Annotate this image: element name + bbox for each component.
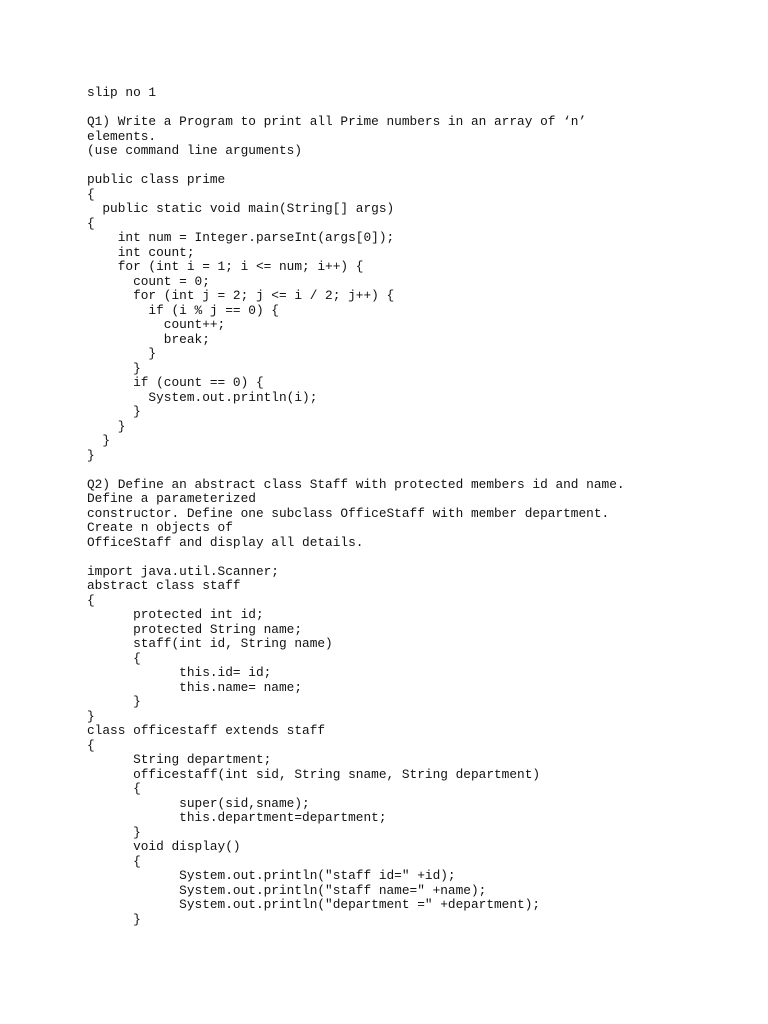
document-line: } [87, 360, 141, 376]
document-line [87, 550, 625, 565]
document-line: this.id= id; [87, 665, 272, 680]
document-line: this.name= name; [87, 679, 303, 695]
document-line: { [87, 781, 141, 796]
document-line: class officestaff extends staff [87, 723, 326, 738]
document-line: Q2) Define an abstract class Staff with protected members id and name. [87, 476, 625, 492]
document-line: count = 0; [87, 273, 210, 289]
document-text [87, 86, 625, 927]
document-line: public class prime [87, 172, 226, 187]
document-line: String department; [87, 752, 272, 767]
document-line: { [87, 186, 95, 202]
document-line: int num = Integer.parseInt(args[0]); [87, 230, 395, 245]
document-line: } [87, 346, 157, 361]
document-line: staff(int id, String name) [87, 636, 333, 651]
document-line: { [87, 737, 95, 753]
document-line: Q1) Write a Program to print all Prime numbers in an array of ‘n’ [87, 114, 587, 129]
document-line: } [87, 911, 141, 927]
document-line: OfficeStaff and display all details. [87, 534, 364, 550]
document-line: Define a parameterized [87, 491, 256, 506]
document-line: { [87, 650, 141, 666]
document-line: } [87, 433, 111, 448]
document-line: } [87, 824, 141, 840]
document-line: } [87, 418, 126, 434]
document-line [87, 159, 625, 174]
document-line: officestaff(int sid, String sname, String department) [87, 766, 541, 782]
document-line: } [87, 694, 141, 709]
document-line: int count; [87, 244, 195, 260]
document-line: System.out.println("department =" +department); [87, 897, 541, 912]
document-line: System.out.println("staff id=" +id); [87, 868, 456, 883]
document-line: this.department=department; [87, 810, 387, 825]
document-line: super(sid,sname); [87, 795, 310, 811]
document-line: System.out.println("staff name=" +name); [87, 882, 487, 898]
document-line: protected int id; [87, 607, 264, 622]
document-line: import java.util.Scanner; [87, 563, 279, 579]
document-line [87, 101, 625, 116]
document-line: abstract class staff [87, 578, 241, 593]
document-line: elements. [87, 128, 157, 144]
document-line: } [87, 447, 95, 463]
document-line: void display() [87, 839, 241, 854]
document-line: constructor. Define one subclass OfficeStaff with member department. [87, 505, 610, 521]
document-line: } [87, 404, 141, 419]
document-line: } [87, 708, 95, 724]
document-line: if (count == 0) { [87, 375, 264, 390]
document-line: count++; [87, 317, 226, 332]
document-line: Create n objects of [87, 520, 233, 535]
document-line: break; [87, 331, 210, 347]
document-line: (use command line arguments) [87, 143, 303, 158]
document-line: public static void main(String[] args) [87, 201, 395, 216]
document-line: { [87, 853, 141, 869]
document-line: protected String name; [87, 621, 303, 637]
document-line: { [87, 592, 95, 608]
document-line: System.out.println(i); [87, 389, 318, 405]
document-line: if (i % j == 0) { [87, 302, 279, 318]
document-line: slip no 1 [87, 85, 157, 100]
document-line: for (int i = 1; i <= num; i++) { [87, 259, 364, 274]
document-line: { [87, 215, 95, 231]
document-line [87, 463, 625, 478]
document-line: for (int j = 2; j <= i / 2; j++) { [87, 288, 395, 303]
